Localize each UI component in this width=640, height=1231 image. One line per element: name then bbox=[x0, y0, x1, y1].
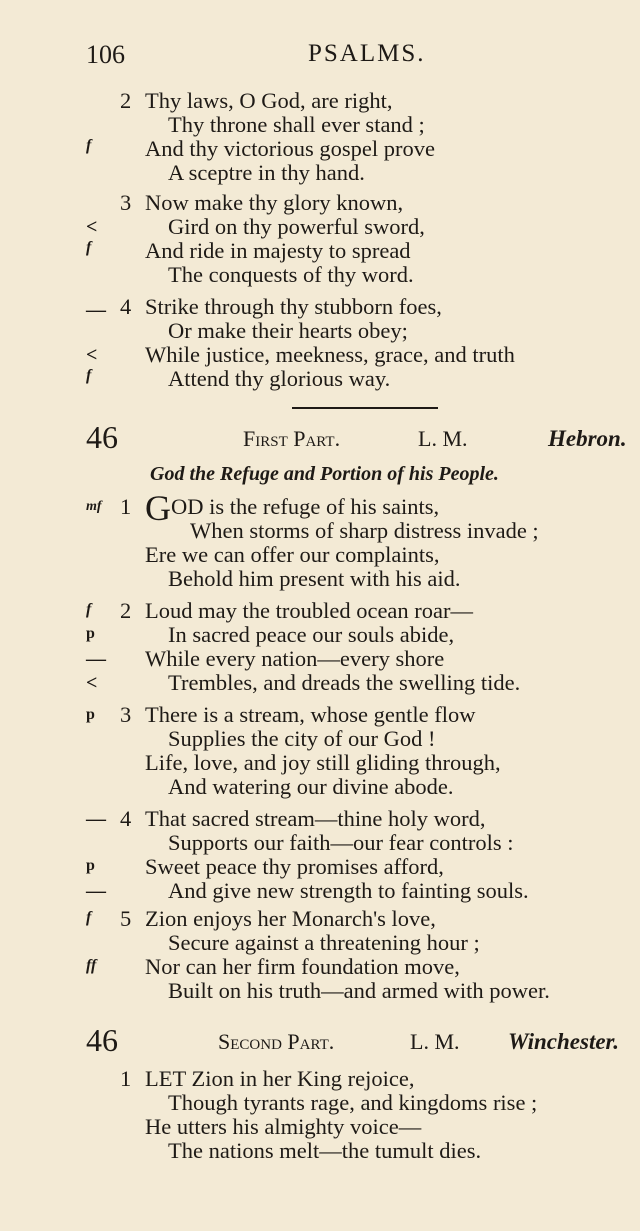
verse-line-with-dropcap bbox=[145, 488, 440, 528]
verse-line: Thy laws, O God, are right, bbox=[145, 88, 393, 113]
verse-line: Supports our faith—our fear controls : bbox=[168, 830, 514, 855]
verse-line: Built on his truth—and armed with power. bbox=[168, 978, 550, 1003]
hymn-number: 46 bbox=[86, 1022, 118, 1058]
dynamic-mark: f bbox=[86, 367, 92, 384]
crescendo-mark: < bbox=[86, 344, 98, 366]
verse-line: In sacred peace our souls abide, bbox=[168, 622, 455, 647]
verse-line: That sacred stream—thine holy word, bbox=[145, 806, 486, 831]
verse-line: The conquests of thy word. bbox=[168, 262, 414, 287]
page-header bbox=[86, 40, 566, 74]
verse-line: Secure against a threatening hour ; bbox=[168, 930, 480, 955]
dynamic-mark: — bbox=[86, 299, 106, 321]
hymn-meter: L. M. bbox=[410, 1029, 460, 1054]
verse-line: And give new strength to fainting souls. bbox=[168, 878, 529, 903]
verse-line: Thy throne shall ever stand ; bbox=[168, 112, 425, 137]
dynamic-mark: f bbox=[86, 239, 92, 256]
verse-text: OD is the refuge of his saints, bbox=[171, 494, 440, 519]
dynamic-mark: — bbox=[86, 648, 106, 670]
page-number: 106 bbox=[86, 40, 125, 69]
hymn-meter: L. M. bbox=[418, 426, 468, 451]
verse-line: Loud may the troubled ocean roar— bbox=[145, 598, 474, 623]
verse-line: Attend thy glorious way. bbox=[168, 366, 391, 391]
tune-name: Hebron. bbox=[548, 426, 627, 451]
dynamic-mark: — bbox=[86, 808, 106, 830]
dynamic-mark: f bbox=[86, 137, 92, 154]
verse-line: Now make thy glory known, bbox=[145, 190, 404, 215]
verse-line: Behold him present with his aid. bbox=[168, 566, 461, 591]
verse-line: Sweet peace thy promises afford, bbox=[145, 854, 444, 879]
dynamic-mark: f bbox=[86, 909, 92, 926]
verse-line: Or make their hearts obey; bbox=[168, 318, 408, 343]
verse-line: Trembles, and dreads the swelling tide. bbox=[168, 670, 521, 695]
stanza-number: 3 bbox=[120, 702, 132, 727]
running-title: PSALMS. bbox=[308, 40, 426, 67]
verse-line: Strike through thy stubborn foes, bbox=[145, 294, 442, 319]
verse-line: While justice, meekness, grace, and truth bbox=[145, 342, 515, 367]
stanza-number: 3 bbox=[120, 190, 132, 215]
dropcap-letter: G bbox=[145, 488, 171, 528]
stanza-number: 5 bbox=[120, 906, 132, 931]
hymn-subtitle: God the Refuge and Portion of his People. bbox=[150, 463, 499, 485]
verse-line: When storms of sharp distress invade ; bbox=[190, 518, 539, 543]
verse-line: While every nation—every shore bbox=[145, 646, 445, 671]
dynamic-mark: p bbox=[86, 706, 95, 723]
hymn-part: First Part. bbox=[243, 426, 341, 451]
section-divider bbox=[292, 407, 438, 409]
stanza-number: 2 bbox=[120, 598, 132, 623]
stanza-number: 4 bbox=[120, 806, 132, 831]
verse-line: The nations melt—the tumult dies. bbox=[168, 1138, 482, 1163]
verse-line: Nor can her firm foundation move, bbox=[145, 954, 460, 979]
hymn-part: Second Part. bbox=[218, 1029, 335, 1054]
dynamic-mark: p bbox=[86, 857, 95, 874]
verse-line: Life, love, and joy still gliding through, bbox=[145, 750, 501, 775]
dynamic-mark: mf bbox=[86, 499, 102, 514]
verse-line: LET Zion in her King rejoice, bbox=[145, 1066, 415, 1091]
stanza-number: 2 bbox=[120, 88, 132, 113]
verse-line: Zion enjoys her Monarch's love, bbox=[145, 906, 436, 931]
dynamic-mark: p bbox=[86, 625, 95, 642]
dynamic-mark: ff bbox=[86, 957, 97, 974]
crescendo-mark: < bbox=[86, 672, 98, 694]
verse-line: Ere we can offer our complaints, bbox=[145, 542, 440, 567]
verse-line: And watering our divine abode. bbox=[168, 774, 454, 799]
dynamic-mark: f bbox=[86, 601, 92, 618]
verse-line: Gird on thy powerful sword, bbox=[168, 214, 425, 239]
hymn-number: 46 bbox=[86, 419, 118, 455]
verse-line: He utters his almighty voice— bbox=[145, 1114, 422, 1139]
stanza-number: 4 bbox=[120, 294, 132, 319]
verse-line: And thy victorious gospel prove bbox=[145, 136, 435, 161]
verse-line: Supplies the city of our God ! bbox=[168, 726, 436, 751]
stanza-number: 1 bbox=[120, 1066, 132, 1091]
verse-line: There is a stream, whose gentle flow bbox=[145, 702, 476, 727]
dynamic-mark: — bbox=[86, 880, 106, 902]
tune-name: Winchester. bbox=[508, 1029, 619, 1054]
verse-line: A sceptre in thy hand. bbox=[168, 160, 365, 185]
verse-line: And ride in majesty to spread bbox=[145, 238, 411, 263]
verse-line: Though tyrants rage, and kingdoms rise ; bbox=[168, 1090, 538, 1115]
crescendo-mark: < bbox=[86, 216, 98, 238]
stanza-number: 1 bbox=[120, 494, 132, 519]
